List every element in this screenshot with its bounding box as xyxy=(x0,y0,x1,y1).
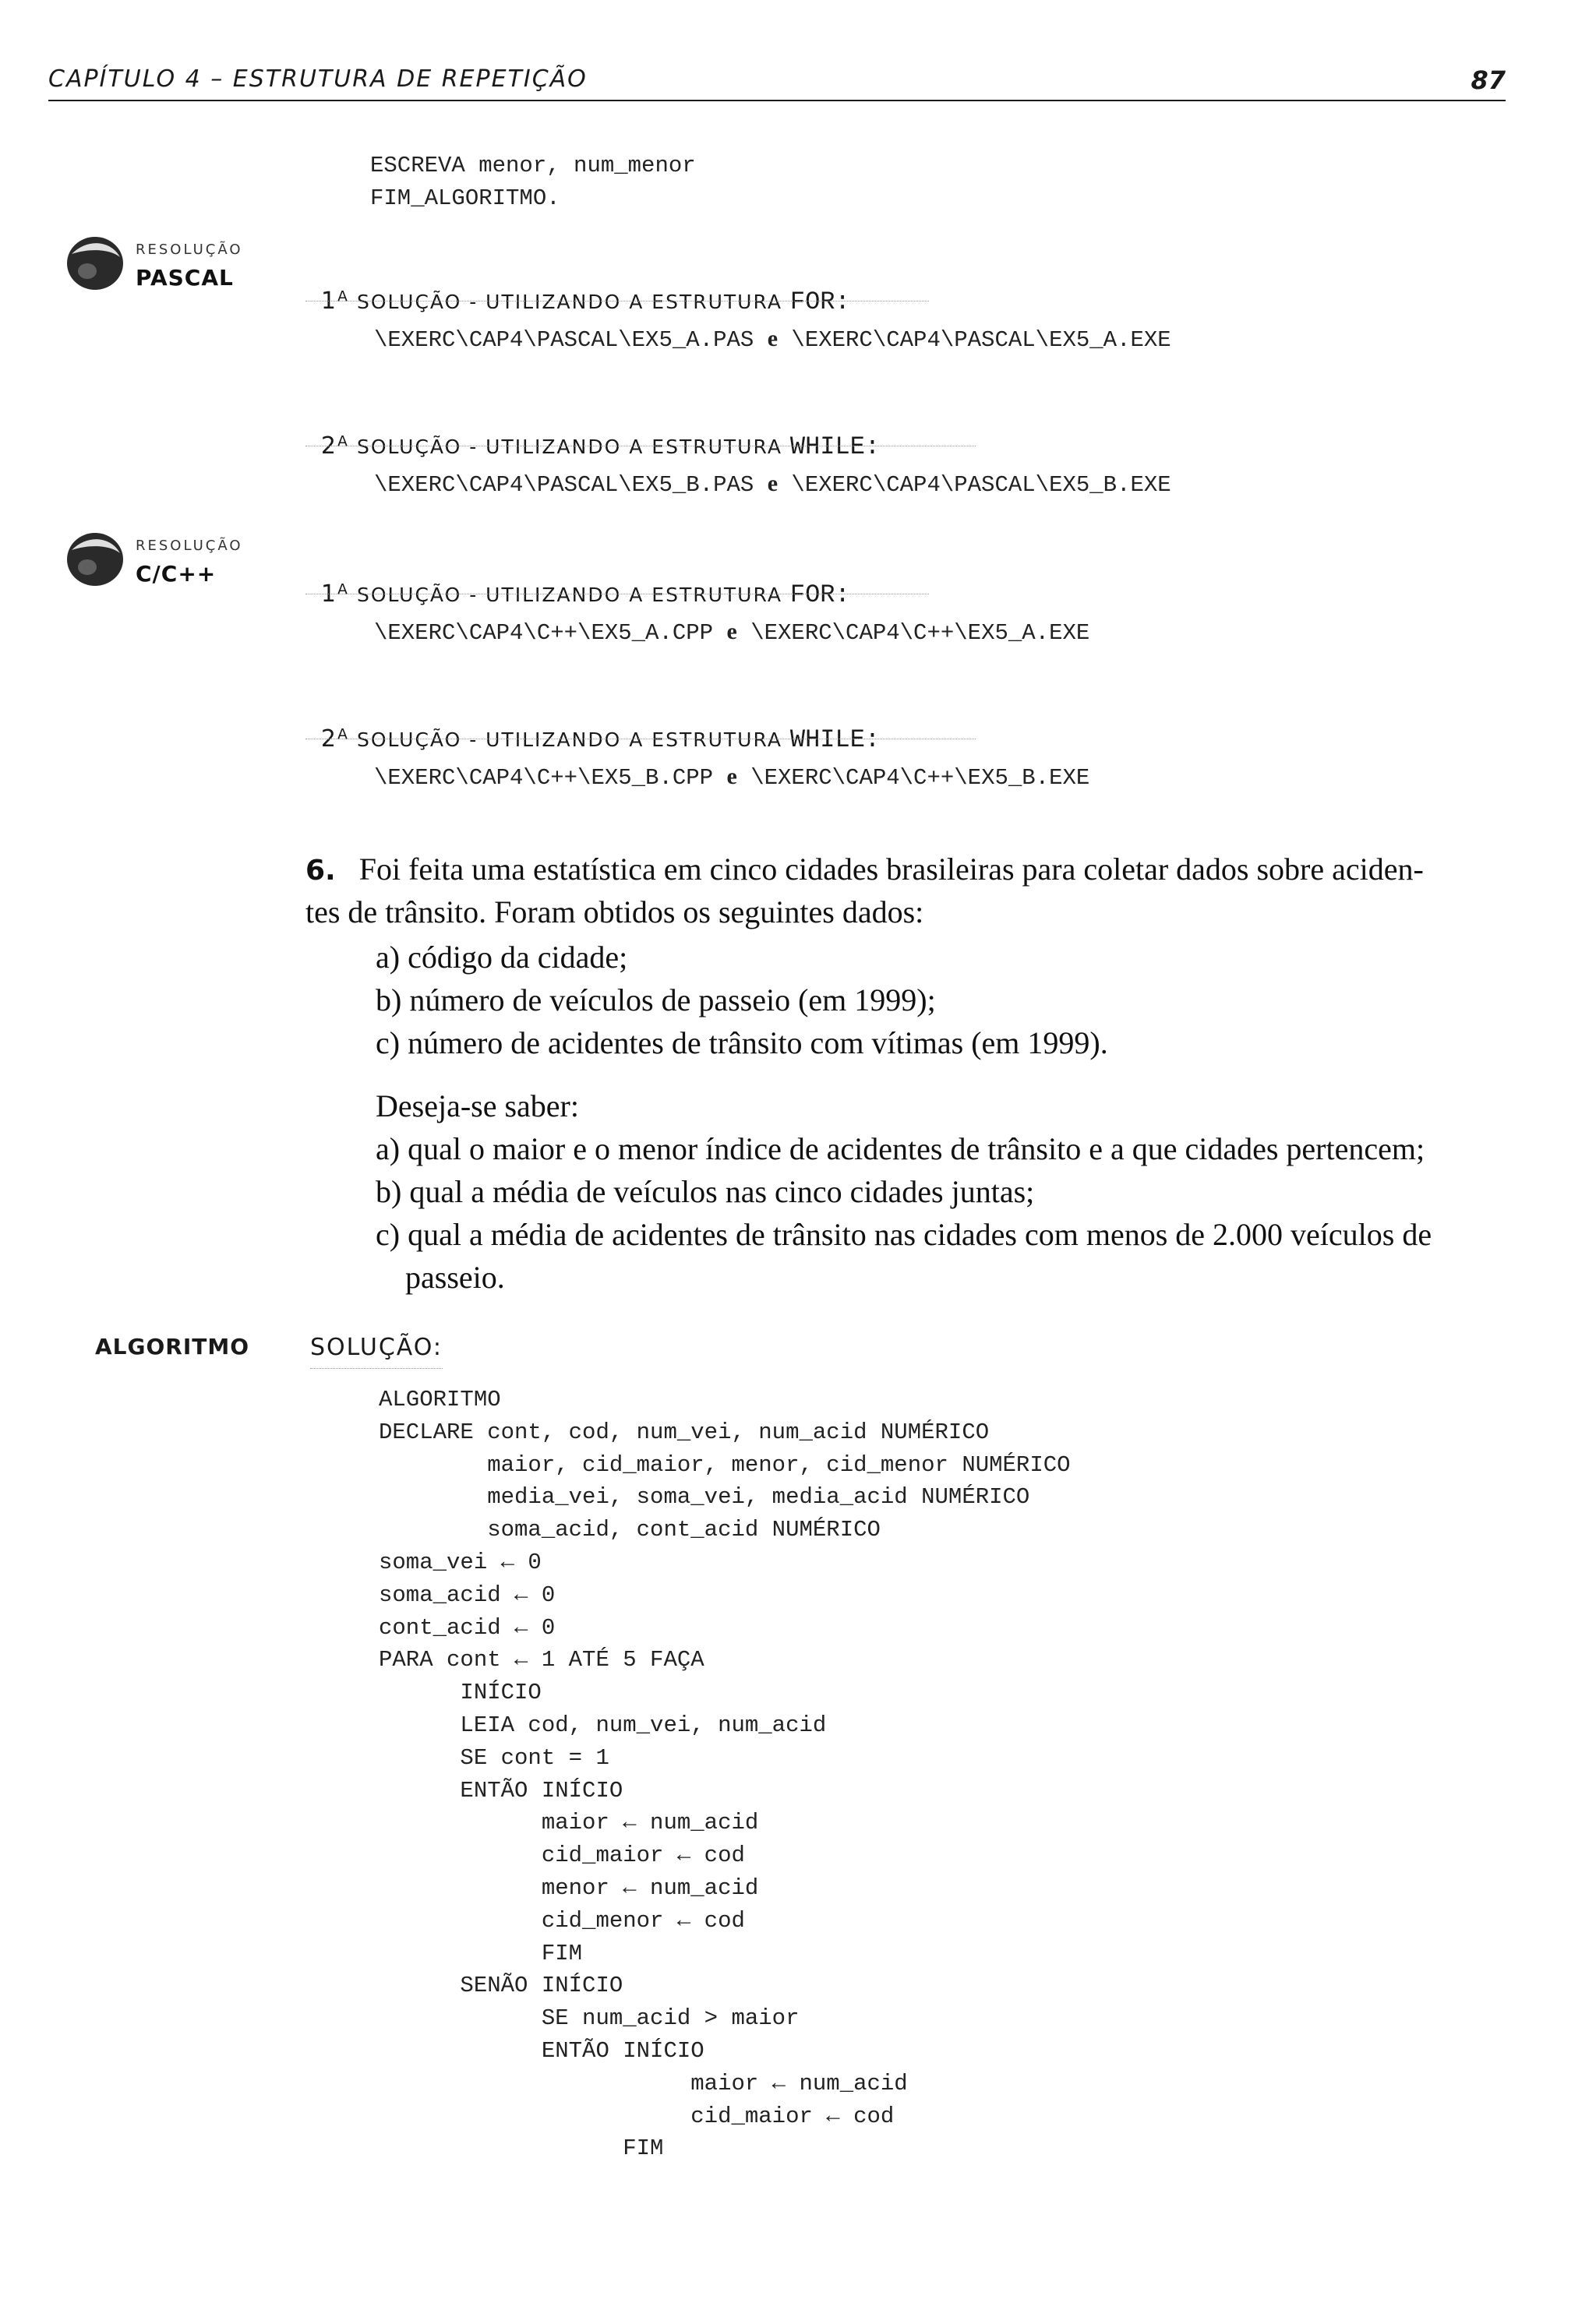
code-line: DECLARE cont, cod, num_vei, num_acid NUMÉRICO xyxy=(379,1419,990,1445)
resolution-small-label: RESOLUÇÃO xyxy=(136,242,243,258)
resolution-pascal-marker xyxy=(64,231,267,316)
exercise-number: 6. xyxy=(305,855,336,887)
file-paths: \EXERC\CAP4\C++\EX5_B.CPP e \EXERC\CAP4\C++\EX5_B.EXE xyxy=(374,763,1090,791)
code-line: media_vei, soma_vei, media_acid NUMÉRICO xyxy=(379,1484,1030,1511)
code-line: cont_acid ← 0 xyxy=(379,1614,556,1641)
list-item: b) número de veículos de passeio (em 1999); xyxy=(376,982,936,1017)
code-line: cid_maior ← cod xyxy=(379,1843,745,1869)
solution-heading: $1^A$ SOLUÇÃO - UTILIZANDO A ESTRUTURA FOR: xyxy=(320,287,850,316)
page-number: 87 xyxy=(1471,65,1506,95)
resolution-cpp-marker xyxy=(64,527,267,612)
code-line: maior ← num_acid xyxy=(379,2070,908,2097)
list-item-continuation: passeio. xyxy=(405,1260,505,1295)
heading-underline xyxy=(305,301,929,302)
list-item: c) qual a média de acidentes de trânsito nas cidades com menos de 2.000 veículos de xyxy=(376,1217,1432,1252)
code-line: SENÃO INÍCIO xyxy=(379,1973,623,1999)
code-line: maior, cid_maior, menor, cid_menor NUMÉRICO xyxy=(379,1451,1071,1478)
exercise-intro-line: tes de trânsito. Foram obtidos os seguintes dados: xyxy=(305,894,924,929)
code-line: cid_menor ← cod xyxy=(379,1907,745,1934)
exercise-intro-line: 6. Foi feita uma estatística em cinco cidades brasileiras para coletar dados sobre aciden- xyxy=(305,852,1424,887)
resolution-disc-icon xyxy=(64,527,126,587)
list-item: a) código da cidade; xyxy=(376,940,628,975)
resolution-small-label: RESOLUÇÃO xyxy=(136,538,243,554)
code-line: FIM_ALGORITMO. xyxy=(370,185,560,211)
code-line: ESCREVA menor, num_menor xyxy=(370,153,696,178)
solution-label: SOLUÇÃO: xyxy=(310,1334,443,1361)
code-line: SE cont = 1 xyxy=(379,1744,609,1771)
code-line: soma_vei ← 0 xyxy=(379,1549,542,1575)
page-header xyxy=(48,65,1506,103)
file-paths: \EXERC\CAP4\C++\EX5_A.CPP e \EXERC\CAP4\C++\EX5_A.EXE xyxy=(374,619,1090,646)
code-line: ENTÃO INÍCIO xyxy=(379,2037,704,2064)
code-line: soma_acid ← 0 xyxy=(379,1582,556,1608)
question-prompt: Deseja-se saber: xyxy=(376,1088,579,1123)
code-line: ENTÃO INÍCIO xyxy=(379,1777,623,1804)
algorithm-code-block xyxy=(379,1384,1071,2165)
code-line: FIM xyxy=(379,1940,583,1966)
code-line: LEIA cod, num_vei, num_acid xyxy=(379,1712,827,1738)
code-line: ALGORITMO xyxy=(379,1387,501,1412)
solution-heading: $2^A$ SOLUÇÃO - UTILIZANDO A ESTRUTURA WHILE: xyxy=(320,725,881,754)
code-line: FIM xyxy=(379,2135,664,2162)
resolution-disc-icon xyxy=(64,231,126,291)
algorithm-section-label: ALGORITMO xyxy=(95,1334,250,1359)
code-line: maior ← num_acid xyxy=(379,1810,759,1836)
solution-heading: $2^A$ SOLUÇÃO - UTILIZANDO A ESTRUTURA WHILE: xyxy=(320,432,881,461)
solution-heading: $1^A$ SOLUÇÃO - UTILIZANDO A ESTRUTURA FOR: xyxy=(320,580,850,609)
resolution-language-label: PASCAL xyxy=(136,265,234,291)
file-paths: \EXERC\CAP4\PASCAL\EX5_B.PAS e \EXERC\CAP4\PASCAL\EX5_B.EXE xyxy=(374,471,1171,498)
code-line: soma_acid, cont_acid NUMÉRICO xyxy=(379,1517,881,1543)
header-rule xyxy=(48,100,1506,101)
list-item: a) qual o maior e o menor índice de acidentes de trânsito e a que cidades pertencem; xyxy=(376,1131,1425,1166)
list-item: c) número de acidentes de trânsito com vítimas (em 1999). xyxy=(376,1025,1108,1060)
resolution-language-label: C/C++ xyxy=(136,561,217,587)
code-line: menor ← num_acid xyxy=(379,1874,759,1901)
file-paths: \EXERC\CAP4\PASCAL\EX5_A.PAS e \EXERC\CAP4\PASCAL\EX5_A.EXE xyxy=(374,326,1171,353)
list-item: b) qual a média de veículos nas cinco cidades juntas; xyxy=(376,1174,1035,1209)
code-line: INÍCIO xyxy=(379,1680,542,1706)
code-line: SE num_acid > maior xyxy=(379,2005,800,2032)
code-line: PARA cont ← 1 ATÉ 5 FAÇA xyxy=(379,1647,704,1673)
code-line: cid_maior ← cod xyxy=(379,2103,895,2129)
chapter-title: CAPÍTULO 4 – ESTRUTURA DE REPETIÇÃO xyxy=(48,65,588,93)
heading-underline xyxy=(310,1368,443,1369)
